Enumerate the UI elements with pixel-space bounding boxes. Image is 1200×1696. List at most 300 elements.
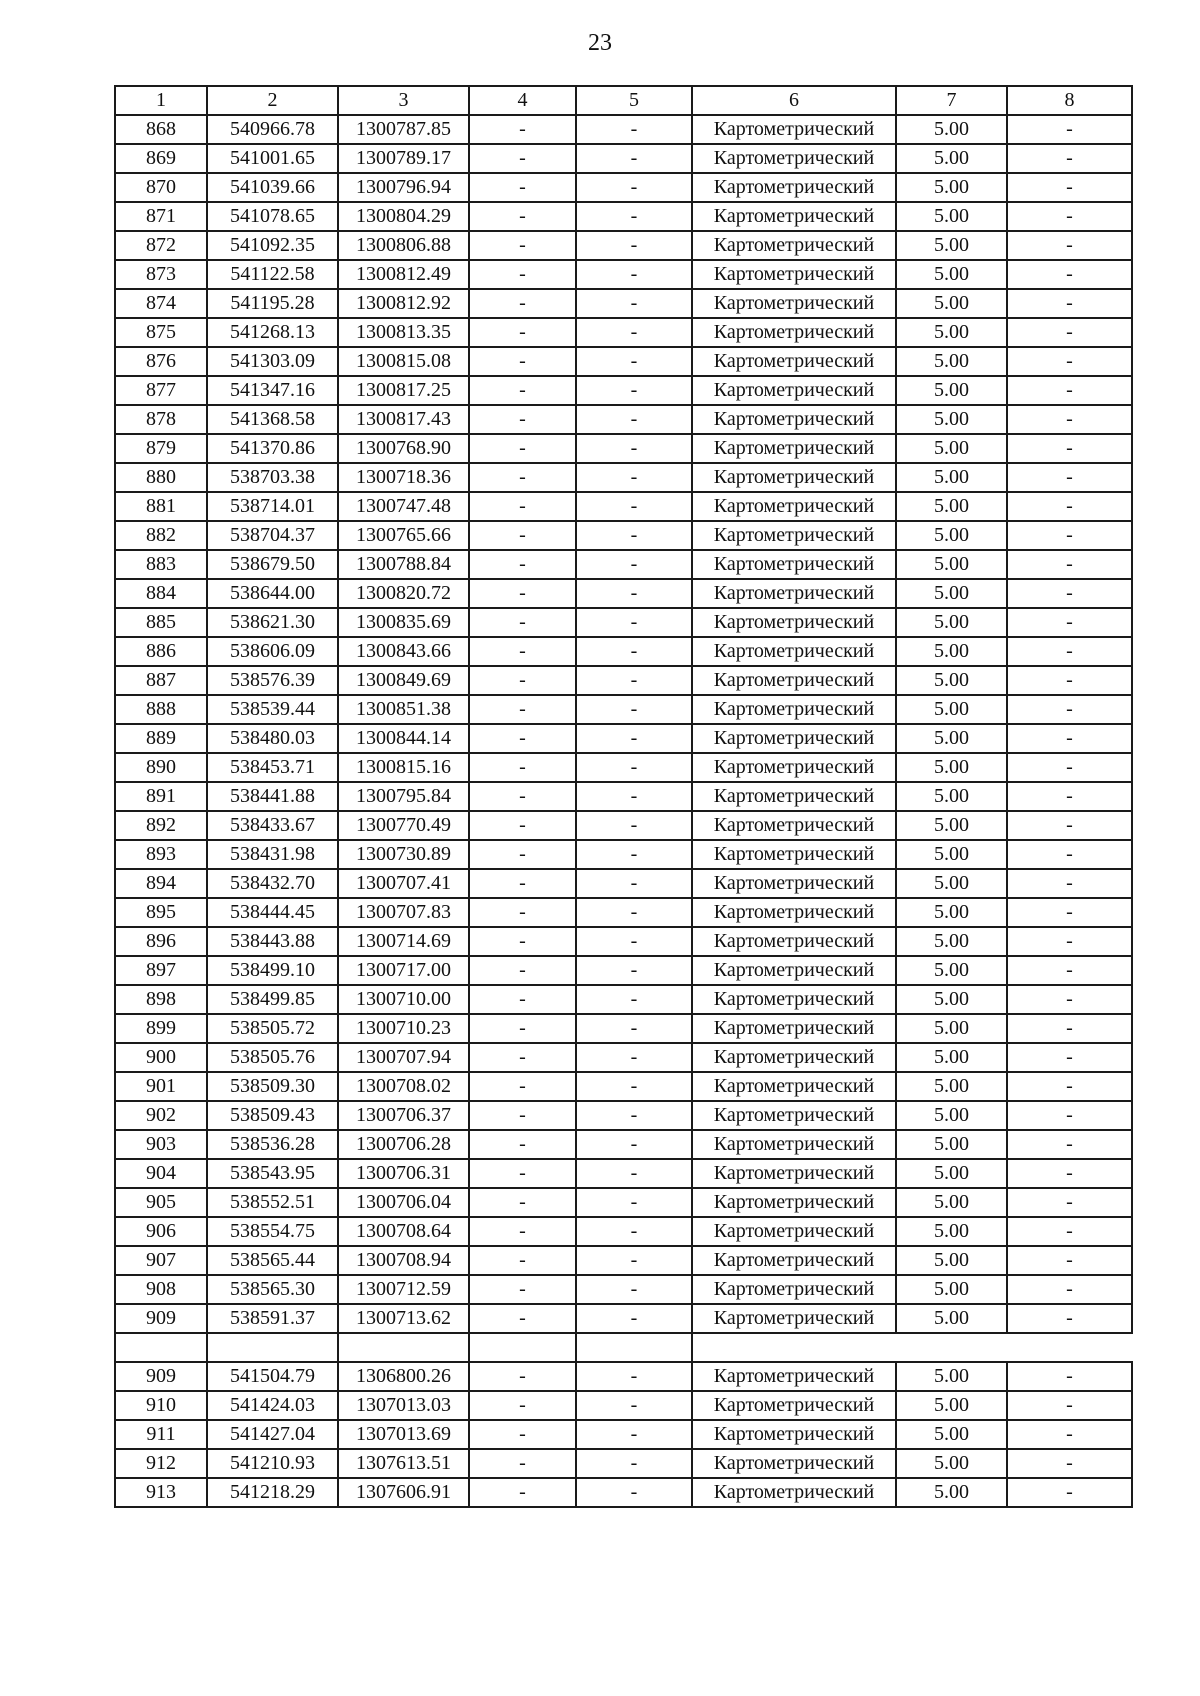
table-cell: 1300851.38: [338, 695, 469, 724]
method-cell: Картометрический: [692, 898, 896, 927]
table-cell: -: [576, 898, 692, 927]
table-cell: 873: [115, 260, 207, 289]
table-cell: 5.00: [896, 782, 1007, 811]
table-cell: 541218.29: [207, 1478, 338, 1507]
table-cell: 538704.37: [207, 521, 338, 550]
table-cell: 897: [115, 956, 207, 985]
table-cell: -: [576, 260, 692, 289]
table-cell: -: [1007, 318, 1132, 347]
method-cell: Картометрический: [692, 1391, 896, 1420]
method-cell: Картометрический: [692, 1072, 896, 1101]
table-row: [115, 1449, 1132, 1478]
table-row: [115, 463, 1132, 492]
table-cell: -: [1007, 869, 1132, 898]
table-cell: -: [469, 1391, 576, 1420]
table-cell: 5.00: [896, 463, 1007, 492]
table-cell: 886: [115, 637, 207, 666]
table-cell: -: [576, 985, 692, 1014]
method-cell: Картометрический: [692, 173, 896, 202]
table-cell: 541370.86: [207, 434, 338, 463]
table-cell: -: [576, 608, 692, 637]
table-cell: -: [469, 1478, 576, 1507]
method-cell: Картометрический: [692, 1159, 896, 1188]
table-cell: 5.00: [896, 173, 1007, 202]
table-cell: 538443.88: [207, 927, 338, 956]
table-cell: 1300844.14: [338, 724, 469, 753]
table-cell: -: [576, 1362, 692, 1391]
table-cell: 1300708.02: [338, 1072, 469, 1101]
table-cell: 5.00: [896, 260, 1007, 289]
method-cell: Картометрический: [692, 1043, 896, 1072]
table-cell: 1300707.41: [338, 869, 469, 898]
table-cell: -: [1007, 1043, 1132, 1072]
table-cell: 908: [115, 1275, 207, 1304]
method-cell: Картометрический: [692, 956, 896, 985]
method-cell: Картометрический: [692, 231, 896, 260]
table-row: [115, 782, 1132, 811]
table-cell: 5.00: [896, 927, 1007, 956]
table-cell: -: [576, 840, 692, 869]
table-cell: -: [469, 1043, 576, 1072]
table-cell: 538431.98: [207, 840, 338, 869]
table-cell: -: [469, 347, 576, 376]
table-cell: 1300787.85: [338, 115, 469, 144]
table-cell: 898: [115, 985, 207, 1014]
table-cell: 5.00: [896, 666, 1007, 695]
table-cell: -: [469, 1188, 576, 1217]
table-cell: -: [469, 318, 576, 347]
table-cell: 1300817.25: [338, 376, 469, 405]
table-cell: 541268.13: [207, 318, 338, 347]
table-cell: 5.00: [896, 898, 1007, 927]
table-cell: 5.00: [896, 550, 1007, 579]
table-cell: 903: [115, 1130, 207, 1159]
table-row: [115, 1014, 1132, 1043]
table-cell: 5.00: [896, 202, 1007, 231]
table-row: [115, 1275, 1132, 1304]
table-cell: 541303.09: [207, 347, 338, 376]
table-cell: 1307613.51: [338, 1449, 469, 1478]
table-cell: -: [1007, 144, 1132, 173]
table-row: [115, 956, 1132, 985]
table-cell: 905: [115, 1188, 207, 1217]
table-cell: -: [469, 898, 576, 927]
table-gap: [115, 1333, 1132, 1362]
empty-cell: [115, 1333, 207, 1362]
table-cell: 5.00: [896, 811, 1007, 840]
table-cell: -: [576, 405, 692, 434]
table-cell: -: [1007, 666, 1132, 695]
table-cell: 877: [115, 376, 207, 405]
table-body-second-contour: [115, 1362, 1132, 1507]
table-cell: 5.00: [896, 347, 1007, 376]
table-cell: 5.00: [896, 695, 1007, 724]
table-cell: 1300713.62: [338, 1304, 469, 1333]
method-cell: Картометрический: [692, 463, 896, 492]
table-cell: -: [1007, 1101, 1132, 1130]
table-cell: 541195.28: [207, 289, 338, 318]
table-cell: 5.00: [896, 1101, 1007, 1130]
table-cell: 538565.44: [207, 1246, 338, 1275]
table-cell: -: [1007, 1188, 1132, 1217]
table-cell: 538453.71: [207, 753, 338, 782]
table-cell: 890: [115, 753, 207, 782]
table-cell: -: [576, 347, 692, 376]
table-cell: -: [469, 782, 576, 811]
table-cell: -: [1007, 347, 1132, 376]
table-cell: 538543.95: [207, 1159, 338, 1188]
table-cell: 5.00: [896, 1275, 1007, 1304]
table-row: [115, 1362, 1132, 1391]
table-cell: 5.00: [896, 1391, 1007, 1420]
table-cell: 906: [115, 1217, 207, 1246]
method-cell: Картометрический: [692, 724, 896, 753]
table-cell: 909: [115, 1362, 207, 1391]
table-cell: 1300815.08: [338, 347, 469, 376]
table-cell: 1300849.69: [338, 666, 469, 695]
column-header: 3: [338, 86, 469, 115]
method-cell: Картометрический: [692, 782, 896, 811]
method-cell: Картометрический: [692, 1246, 896, 1275]
table-cell: 5.00: [896, 637, 1007, 666]
table-cell: -: [1007, 202, 1132, 231]
table-cell: -: [576, 115, 692, 144]
table-row: [115, 811, 1132, 840]
table-cell: -: [1007, 1420, 1132, 1449]
table-cell: -: [469, 1246, 576, 1275]
table-cell: -: [469, 1420, 576, 1449]
table-cell: -: [469, 666, 576, 695]
method-cell: Картометрический: [692, 144, 896, 173]
table-cell: -: [469, 637, 576, 666]
method-cell: Картометрический: [692, 550, 896, 579]
table-cell: 541424.03: [207, 1391, 338, 1420]
table-cell: 1300706.37: [338, 1101, 469, 1130]
table-cell: -: [469, 1449, 576, 1478]
table-cell: -: [1007, 782, 1132, 811]
method-cell: Картометрический: [692, 1101, 896, 1130]
table-cell: -: [576, 695, 692, 724]
table-row: [115, 202, 1132, 231]
table-cell: -: [576, 1304, 692, 1333]
table-cell: 5.00: [896, 1188, 1007, 1217]
table-cell: 909: [115, 1304, 207, 1333]
table-cell: -: [469, 869, 576, 898]
table-cell: -: [576, 231, 692, 260]
table-cell: 541039.66: [207, 173, 338, 202]
table-cell: 5.00: [896, 318, 1007, 347]
table-cell: -: [469, 289, 576, 318]
table-cell: 538499.10: [207, 956, 338, 985]
table-cell: 1300812.49: [338, 260, 469, 289]
table-cell: -: [1007, 608, 1132, 637]
table-cell: -: [469, 492, 576, 521]
table-cell: 538505.72: [207, 1014, 338, 1043]
method-cell: Картометрический: [692, 666, 896, 695]
header-row: [115, 86, 1132, 115]
table-cell: -: [576, 637, 692, 666]
table-cell: -: [469, 434, 576, 463]
table-cell: -: [1007, 753, 1132, 782]
table-cell: 541368.58: [207, 405, 338, 434]
table-cell: 538703.38: [207, 463, 338, 492]
table-cell: 901: [115, 1072, 207, 1101]
table-row: [115, 579, 1132, 608]
table-cell: -: [469, 1362, 576, 1391]
table-cell: -: [576, 1101, 692, 1130]
table-cell: 5.00: [896, 1043, 1007, 1072]
table-row: [115, 1188, 1132, 1217]
table-cell: -: [469, 1130, 576, 1159]
table-cell: -: [469, 1101, 576, 1130]
table-row: [115, 550, 1132, 579]
table-cell: 1300718.36: [338, 463, 469, 492]
table-cell: -: [576, 927, 692, 956]
table-cell: 538505.76: [207, 1043, 338, 1072]
table-cell: 1300707.94: [338, 1043, 469, 1072]
table-cell: 887: [115, 666, 207, 695]
table-cell: 1306800.26: [338, 1362, 469, 1391]
table-cell: -: [469, 173, 576, 202]
table-cell: -: [1007, 927, 1132, 956]
table-cell: -: [469, 463, 576, 492]
table-cell: 889: [115, 724, 207, 753]
table-cell: 538499.85: [207, 985, 338, 1014]
table-cell: 907: [115, 1246, 207, 1275]
table-cell: 5.00: [896, 1478, 1007, 1507]
table-cell: -: [576, 318, 692, 347]
table-cell: -: [469, 405, 576, 434]
table-row: [115, 115, 1132, 144]
table-cell: -: [469, 1159, 576, 1188]
table-row: [115, 347, 1132, 376]
table-cell: -: [469, 144, 576, 173]
table-row: [115, 492, 1132, 521]
method-cell: Картометрический: [692, 347, 896, 376]
table-cell: -: [1007, 985, 1132, 1014]
table-cell: 895: [115, 898, 207, 927]
method-cell: Картометрический: [692, 260, 896, 289]
table-cell: 869: [115, 144, 207, 173]
method-cell: Картометрический: [692, 579, 896, 608]
method-cell: Картометрический: [692, 811, 896, 840]
table-cell: -: [576, 753, 692, 782]
table-cell: 1300710.23: [338, 1014, 469, 1043]
method-cell: Картометрический: [692, 753, 896, 782]
table-cell: 1300747.48: [338, 492, 469, 521]
table-cell: -: [469, 985, 576, 1014]
table-cell: -: [576, 1043, 692, 1072]
table-cell: -: [469, 202, 576, 231]
table-row: [115, 173, 1132, 202]
table-cell: 1300835.69: [338, 608, 469, 637]
table-cell: -: [576, 463, 692, 492]
table-cell: -: [576, 1014, 692, 1043]
method-cell: Картометрический: [692, 318, 896, 347]
table-cell: 872: [115, 231, 207, 260]
table-row: [115, 666, 1132, 695]
table-cell: 538552.51: [207, 1188, 338, 1217]
table-cell: -: [1007, 173, 1132, 202]
method-cell: Картометрический: [692, 521, 896, 550]
table-cell: -: [1007, 579, 1132, 608]
table-cell: -: [1007, 231, 1132, 260]
table-cell: -: [576, 666, 692, 695]
table-cell: 1300706.04: [338, 1188, 469, 1217]
table-cell: 894: [115, 869, 207, 898]
table-cell: 902: [115, 1101, 207, 1130]
table-cell: 911: [115, 1420, 207, 1449]
table-cell: 538432.70: [207, 869, 338, 898]
empty-cell: [469, 1333, 576, 1362]
table-cell: 891: [115, 782, 207, 811]
table-cell: -: [576, 1246, 692, 1275]
separator-row: [115, 1333, 1132, 1362]
table-row: [115, 637, 1132, 666]
table-cell: 5.00: [896, 434, 1007, 463]
table-cell: -: [1007, 1217, 1132, 1246]
table-row: [115, 1217, 1132, 1246]
table-cell: 884: [115, 579, 207, 608]
table-cell: -: [469, 521, 576, 550]
table-cell: 541210.93: [207, 1449, 338, 1478]
table-cell: 904: [115, 1159, 207, 1188]
table-cell: -: [576, 782, 692, 811]
table-cell: 1300770.49: [338, 811, 469, 840]
table-cell: -: [1007, 376, 1132, 405]
table-cell: 1300789.17: [338, 144, 469, 173]
table-cell: 885: [115, 608, 207, 637]
table-cell: 5.00: [896, 724, 1007, 753]
table-cell: -: [1007, 492, 1132, 521]
table-cell: 5.00: [896, 1072, 1007, 1101]
table-cell: 880: [115, 463, 207, 492]
table-row: [115, 434, 1132, 463]
table-cell: -: [1007, 115, 1132, 144]
table-cell: 538444.45: [207, 898, 338, 927]
table-cell: -: [576, 376, 692, 405]
table-cell: 875: [115, 318, 207, 347]
table-row: [115, 927, 1132, 956]
table-cell: -: [576, 492, 692, 521]
table-row: [115, 1304, 1132, 1333]
table-cell: 1300708.94: [338, 1246, 469, 1275]
table-cell: 1307013.69: [338, 1420, 469, 1449]
table-cell: 893: [115, 840, 207, 869]
table-cell: 541504.79: [207, 1362, 338, 1391]
table-cell: 1300706.31: [338, 1159, 469, 1188]
table-row: [115, 1478, 1132, 1507]
table-row: [115, 521, 1132, 550]
table-cell: 538539.44: [207, 695, 338, 724]
table-cell: 882: [115, 521, 207, 550]
table-cell: -: [1007, 1478, 1132, 1507]
table-cell: 1300806.88: [338, 231, 469, 260]
table-cell: -: [576, 1130, 692, 1159]
method-cell: Картометрический: [692, 927, 896, 956]
table-cell: 541347.16: [207, 376, 338, 405]
table-cell: 538591.37: [207, 1304, 338, 1333]
table-row: [115, 869, 1132, 898]
table-cell: 5.00: [896, 1217, 1007, 1246]
page-number: 23: [588, 30, 612, 56]
table-cell: -: [1007, 1391, 1132, 1420]
table-cell: -: [1007, 521, 1132, 550]
table-cell: 538554.75: [207, 1217, 338, 1246]
table-cell: -: [576, 1188, 692, 1217]
table-cell: -: [576, 1275, 692, 1304]
table-cell: -: [469, 753, 576, 782]
table-cell: 5.00: [896, 956, 1007, 985]
table-cell: -: [576, 1072, 692, 1101]
method-cell: Картометрический: [692, 405, 896, 434]
table-cell: 5.00: [896, 1304, 1007, 1333]
table-cell: 878: [115, 405, 207, 434]
empty-cell: [207, 1333, 338, 1362]
method-cell: Картометрический: [692, 840, 896, 869]
table-cell: -: [1007, 405, 1132, 434]
table-cell: -: [576, 811, 692, 840]
table-cell: 5.00: [896, 289, 1007, 318]
table-cell: -: [576, 434, 692, 463]
table-row: [115, 231, 1132, 260]
table-cell: 1300717.00: [338, 956, 469, 985]
table-row: [115, 898, 1132, 927]
table-cell: 1300796.94: [338, 173, 469, 202]
table-cell: -: [469, 1014, 576, 1043]
table-cell: 5.00: [896, 1420, 1007, 1449]
table-cell: 913: [115, 1478, 207, 1507]
table-cell: 5.00: [896, 985, 1007, 1014]
table-cell: -: [576, 1449, 692, 1478]
table-cell: -: [576, 202, 692, 231]
table-cell: -: [469, 376, 576, 405]
table-cell: -: [1007, 1014, 1132, 1043]
table-cell: 1300707.83: [338, 898, 469, 927]
table-cell: 1300820.72: [338, 579, 469, 608]
table-row: [115, 1043, 1132, 1072]
table-cell: -: [469, 956, 576, 985]
table-cell: 896: [115, 927, 207, 956]
method-cell: Картометрический: [692, 289, 896, 318]
table-cell: 871: [115, 202, 207, 231]
table-cell: 870: [115, 173, 207, 202]
table-cell: -: [1007, 898, 1132, 927]
table-cell: 1300708.64: [338, 1217, 469, 1246]
table-cell: -: [469, 927, 576, 956]
table-cell: -: [576, 1478, 692, 1507]
table-cell: 1307013.03: [338, 1391, 469, 1420]
table-cell: 538433.67: [207, 811, 338, 840]
table-cell: -: [1007, 550, 1132, 579]
method-cell: Картометрический: [692, 492, 896, 521]
table-cell: -: [469, 260, 576, 289]
table-cell: 5.00: [896, 521, 1007, 550]
table-cell: -: [1007, 1159, 1132, 1188]
table-cell: 5.00: [896, 840, 1007, 869]
table-cell: -: [576, 869, 692, 898]
table-row: [115, 1246, 1132, 1275]
table-cell: -: [1007, 1246, 1132, 1275]
method-cell: Картометрический: [692, 985, 896, 1014]
method-cell: Картометрический: [692, 1188, 896, 1217]
table-cell: -: [469, 695, 576, 724]
table-cell: -: [1007, 1362, 1132, 1391]
method-cell: Картометрический: [692, 115, 896, 144]
table-cell: 900: [115, 1043, 207, 1072]
table-cell: 1307606.91: [338, 1478, 469, 1507]
table-row: [115, 260, 1132, 289]
